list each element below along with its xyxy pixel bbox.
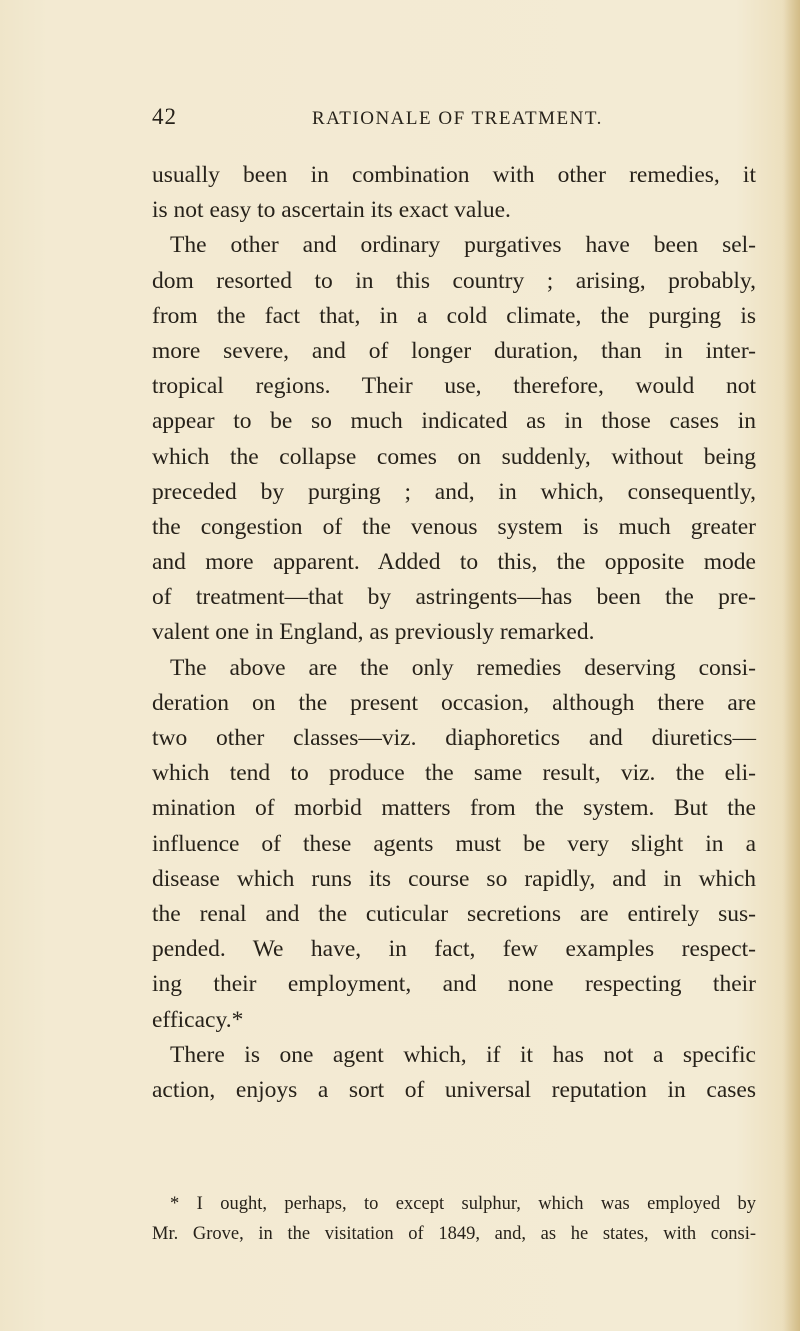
text-line: which the collapse comes on suddenly, without being bbox=[152, 443, 756, 470]
text-line: The other and ordinary purgatives have been sel- bbox=[170, 232, 756, 259]
text-line: There is one agent which, if it has not a specific bbox=[170, 1041, 756, 1068]
text-line: two other classes—viz. diaphoretics and diuretics— bbox=[152, 725, 756, 751]
text-line: and more apparent. Added to this, the opposite mode bbox=[152, 549, 756, 576]
text-line: deration on the present occasion, although there are bbox=[152, 689, 756, 716]
text-line: The above are the only remedies deserving consi- bbox=[170, 654, 756, 681]
footnote-line: Mr. Grove, in the visitation of 1849, and, as he states, with consi- bbox=[152, 1224, 756, 1244]
text-line: from the fact that, in a cold climate, the purging is bbox=[152, 302, 756, 329]
text-line: which tend to produce the same result, viz. the eli- bbox=[152, 760, 756, 787]
page-number: 42 bbox=[152, 104, 177, 129]
text-line: more severe, and of longer duration, than in inter- bbox=[152, 337, 756, 364]
running-head: RATIONALE OF TREATMENT. bbox=[312, 108, 603, 129]
text-line: the congestion of the venous system is much greater bbox=[152, 513, 756, 540]
footnote bbox=[152, 1189, 756, 1249]
body-text bbox=[152, 158, 756, 1108]
text-line: mination of morbid matters from the system. But the bbox=[152, 795, 756, 822]
text-line: appear to be so much indicated as in those cases in bbox=[152, 408, 756, 435]
text-line: the renal and the cuticular secretions are entirely sus- bbox=[152, 900, 756, 927]
text-line: of treatment—that by astringents—has been the pre- bbox=[152, 584, 756, 611]
text-line: influence of these agents must be very slight in a bbox=[152, 830, 756, 857]
text-line: efficacy.* bbox=[152, 1006, 244, 1033]
footnote-line: * I ought, perhaps, to except sulphur, which was employed by bbox=[170, 1194, 756, 1214]
text-line: disease which runs its course so rapidly, and in which bbox=[152, 865, 756, 892]
page-header bbox=[152, 104, 760, 138]
text-line: usually been in combination with other remedies, it bbox=[152, 162, 756, 188]
text-line: is not easy to ascertain its exact value. bbox=[152, 197, 511, 224]
text-line: preceded by purging ; and, in which, consequently, bbox=[152, 478, 756, 505]
text-line: dom resorted to in this country ; arising, probably, bbox=[152, 267, 756, 294]
text-line: tropical regions. Their use, therefore, would not bbox=[152, 373, 756, 400]
text-line: action, enjoys a sort of universal reputation in cases bbox=[152, 1076, 756, 1103]
text-line: pended. We have, in fact, few examples respect- bbox=[152, 936, 756, 963]
text-line: ing their employment, and none respecting their bbox=[152, 971, 756, 998]
text-line: valent one in England, as previously remarked. bbox=[152, 619, 595, 646]
page-edge-shadow bbox=[782, 0, 800, 1331]
